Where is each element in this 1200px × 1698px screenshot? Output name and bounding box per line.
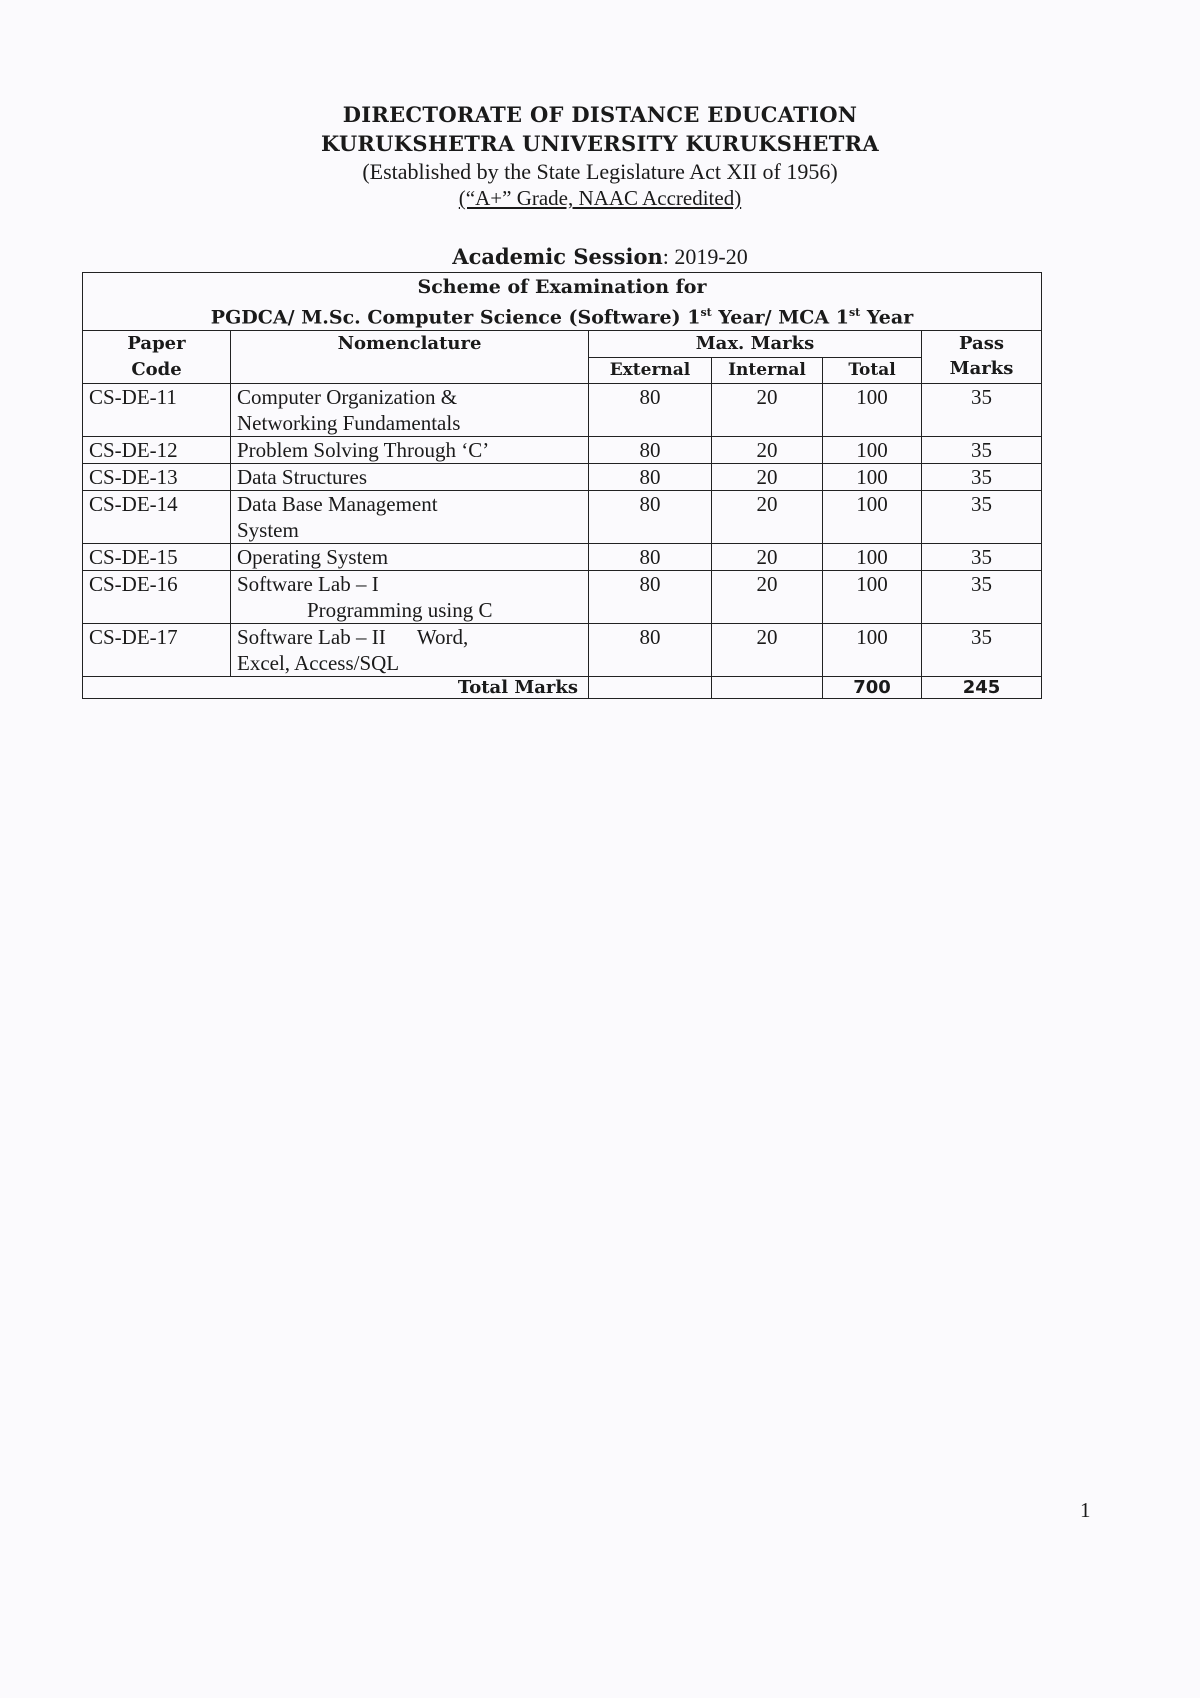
paper-code: CS-DE-12 [83,437,231,464]
header-paper-code [83,331,231,384]
table-row [83,544,1042,571]
table-row [83,437,1042,464]
caption-part-c: Year [860,306,914,329]
header-internal: Internal [712,358,823,384]
nomenclature-line1: Data Base Management [237,492,438,517]
caption-row [83,273,1042,331]
accreditation-note [0,185,1200,211]
header-pass-line2: Marks [949,358,1014,380]
pass-marks: 35 [922,544,1042,571]
nomenclature-line1: Computer Organization & [237,385,458,410]
total-external-empty [589,677,712,699]
nomenclature-cell: Problem Solving Through ‘C’ [231,437,589,464]
header-paper-code-line2: Code [131,359,182,381]
paper-code: CS-DE-17 [83,624,231,677]
caption-line-1: Scheme of Examination for [417,276,707,298]
caption-line-2 [89,300,1035,330]
total-row [83,677,1042,699]
grand-total-marks: 700 [823,677,922,699]
internal-marks: 20 [712,384,823,437]
caption-part-a: PGDCA/ M.Sc. Computer Science (Software) 1 [210,306,701,329]
external-marks: 80 [589,624,712,677]
paper-code: CS-DE-11 [83,384,231,437]
pass-marks: 35 [922,464,1042,491]
header-pass-line1: Pass [959,333,1004,355]
pass-marks: 35 [922,624,1042,677]
nomenclature-line1: Software Lab – II Word, [237,625,469,650]
paper-code: CS-DE-15 [83,544,231,571]
directorate-title: DIRECTORATE OF DISTANCE EDUCATION [342,102,858,127]
nomenclature-cell: Data Structures [231,464,589,491]
university-title: KURUKSHETRA UNIVERSITY KURUKSHETRA [321,131,879,156]
total-marks: 100 [823,464,922,491]
nomenclature-line2: Excel, Access/SQL [237,651,400,676]
nomenclature-line1: Software Lab – I [237,572,379,597]
external-marks: 80 [589,491,712,544]
internal-marks: 20 [712,624,823,677]
nomenclature-cell [231,571,589,624]
nomenclature-cell [231,384,589,437]
external-marks: 80 [589,571,712,624]
internal-marks: 20 [712,571,823,624]
table-row [83,571,1042,624]
table-row [83,624,1042,677]
scheme-table [82,272,1042,699]
accreditation-text: (“A+” Grade, NAAC Accredited) [458,186,742,210]
external-marks: 80 [589,464,712,491]
external-marks: 80 [589,384,712,437]
total-marks: 100 [823,384,922,437]
total-marks: 100 [823,491,922,544]
session-value: : 2019-20 [662,244,748,269]
header-total: Total [823,358,922,384]
caption-sup-2: st [848,306,861,319]
established-note: (Established by the State Legislature Act XII of 1956) [362,159,838,184]
internal-marks: 20 [712,437,823,464]
total-marks: 100 [823,544,922,571]
external-marks: 80 [589,437,712,464]
pass-marks: 35 [922,384,1042,437]
header-row-1 [83,331,1042,358]
nomenclature-cell [231,491,589,544]
total-internal-empty [712,677,823,699]
document-header [0,100,1200,211]
table-row [83,491,1042,544]
pass-marks: 35 [922,437,1042,464]
caption-sup-1: st [700,306,712,319]
table-caption [83,273,1042,331]
nomenclature-line2: System [237,518,299,543]
pass-marks: 35 [922,491,1042,544]
page-number: 1 [1080,1498,1091,1522]
header-external: External [589,358,712,384]
total-marks: 100 [823,571,922,624]
grand-total-pass: 245 [922,677,1042,699]
external-marks: 80 [589,544,712,571]
header-pass-marks [922,331,1042,384]
internal-marks: 20 [712,491,823,544]
total-marks-label: Total Marks [83,677,589,699]
table-row [83,464,1042,491]
internal-marks: 20 [712,464,823,491]
paper-code: CS-DE-13 [83,464,231,491]
caption-part-b: Year/ MCA 1 [711,306,849,329]
total-marks: 100 [823,624,922,677]
pass-marks: 35 [922,571,1042,624]
paper-code: CS-DE-16 [83,571,231,624]
header-max-marks: Max. Marks [589,331,922,358]
paper-code: CS-DE-14 [83,491,231,544]
header-nomenclature: Nomenclature [231,331,589,384]
header-paper-code-line1: Paper [127,333,186,355]
academic-session [0,244,1200,270]
table-row [83,384,1042,437]
nomenclature-cell: Operating System [231,544,589,571]
total-marks: 100 [823,437,922,464]
nomenclature-line2: Programming using C [307,598,493,623]
internal-marks: 20 [712,544,823,571]
nomenclature-line2: Networking Fundamentals [237,411,461,436]
nomenclature-cell [231,624,589,677]
session-label: Academic Session [452,244,663,269]
